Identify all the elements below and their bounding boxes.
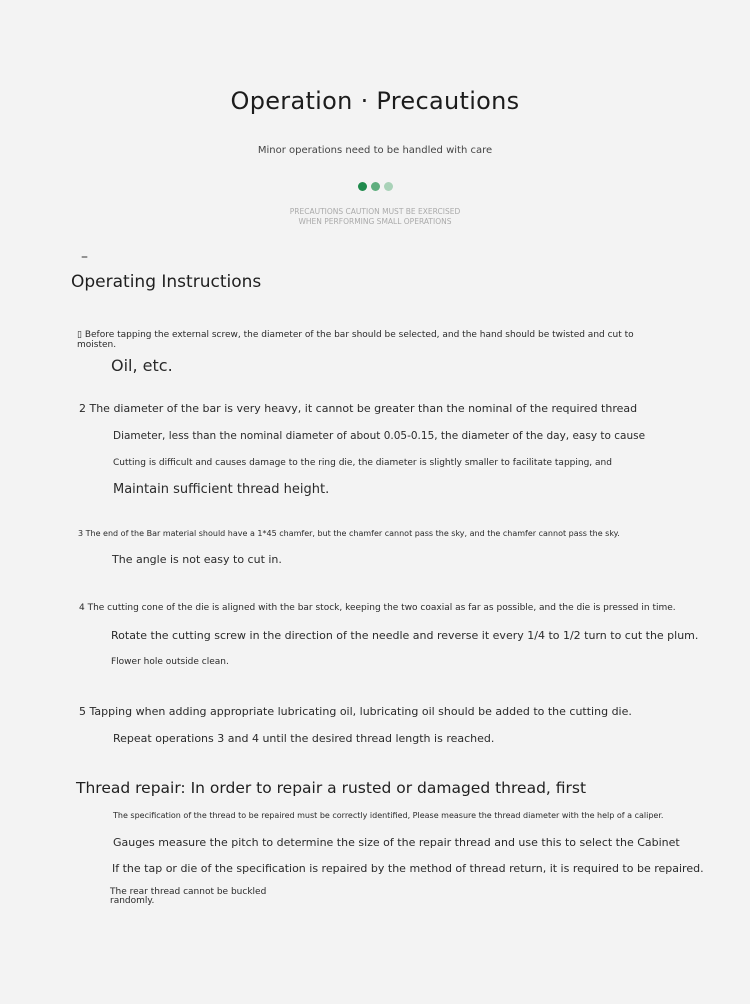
instruction-1-line-1: ▯ Before tapping the external screw, the diameter of the bar should be selected, and the hand should be twisted and cut to xyxy=(77,330,634,340)
instruction-2-line-4: Maintain sufficient thread height. xyxy=(113,482,330,497)
dot-dark xyxy=(358,182,367,191)
page-title: Operation · Precautions xyxy=(230,87,520,115)
instruction-2-line-3: Cutting is difficult and causes damage to the ring die, the diameter is slightly smaller to facilitate tapping, and xyxy=(113,458,612,468)
instruction-2-line-1: 2 The diameter of the bar is very heavy, it cannot be greater than the nominal of the required thread xyxy=(79,402,638,415)
instruction-5-line-1: 5 Tapping when adding appropriate lubricating oil, lubricating oil should be added to the cutting die. xyxy=(79,705,632,718)
repair-line-4b: randomly. xyxy=(110,896,155,906)
instruction-3-line-2: The angle is not easy to cut in. xyxy=(112,553,282,566)
caption-text xyxy=(0,207,750,227)
repair-line-4a: The rear thread cannot be buckled xyxy=(110,887,267,897)
instruction-3-line-1: 3 The end of the Bar material should have a 1*45 chamfer, but the chamfer cannot pass the sky, and the chamfer cannot pass the sky. xyxy=(78,529,620,538)
instruction-5-line-2: Repeat operations 3 and 4 until the desired thread length is reached. xyxy=(113,732,495,745)
repair-line-2: Gauges measure the pitch to determine the size of the repair thread and use this to select the Cabinet xyxy=(113,836,680,849)
repair-title: Thread repair: In order to repair a rusted or damaged thread, first xyxy=(76,779,587,797)
decorative-dots xyxy=(0,182,750,191)
dot-light xyxy=(384,182,393,191)
page-subtitle: Minor operations need to be handled with care xyxy=(257,145,493,156)
repair-line-3: If the tap or die of the specification is repaired by the method of thread return, it is required to be repaired. xyxy=(112,862,704,875)
instruction-4-line-2: Rotate the cutting screw in the direction of the needle and reverse it every 1/4 to 1/2 turn to cut the plum. xyxy=(111,629,699,642)
caption-line-2: WHEN PERFORMING SMALL OPERATIONS xyxy=(298,217,452,226)
caption-line-1: PRECAUTIONS CAUTION MUST BE EXERCISED xyxy=(289,207,461,216)
instruction-1-line-3: Oil, etc. xyxy=(111,356,173,375)
instruction-4-line-1: 4 The cutting cone of the die is aligned with the bar stock, keeping the two coaxial as far as possible, and the die is pressed in time. xyxy=(79,603,676,613)
instruction-4-line-3: Flower hole outside clean. xyxy=(111,657,229,667)
instruction-2-line-2: Diameter, less than the nominal diameter of about 0.05-0.15, the diameter of the day, easy to cause xyxy=(113,430,646,442)
section-dash: – xyxy=(81,249,88,265)
dot-medium xyxy=(371,182,380,191)
instruction-1-line-2: moisten. xyxy=(77,340,117,350)
repair-line-1: The specification of the thread to be repaired must be correctly identified, Please measure the thread diameter with the help of a caliper. xyxy=(113,811,664,820)
section-title: Operating Instructions xyxy=(71,272,262,292)
